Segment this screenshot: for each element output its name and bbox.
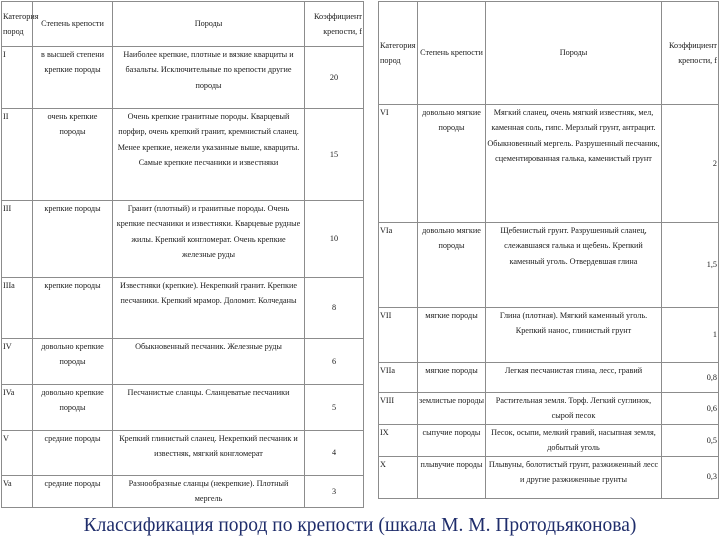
table-row — [379, 308, 719, 363]
coefficient-cell: 1,5 — [662, 223, 719, 308]
category-cell: IV — [2, 339, 33, 385]
rocks-cell: Известняки (крепкие). Некрепкий гранит. Крепкие песчаники. Крепкий мрамор. Доломит. Колчеданы — [113, 278, 305, 339]
header-category: Категория пород — [379, 2, 418, 105]
coefficient-cell: 10 — [305, 201, 364, 278]
coefficient-cell: 4 — [305, 431, 364, 476]
table-row — [2, 201, 364, 278]
rocks-cell: Песок, осыпи, мелкий гравий, насыпная земля, добытый уголь — [486, 424, 662, 456]
category-cell: VIII — [379, 393, 418, 425]
rocks-cell: Очень крепкие гранитные породы. Кварцевый порфир, очень крепкий гранит, кремнистый сланец. Менее крепкие, нежели указанные выше, кварциты. Самые крепкие песчаники и известняки — [113, 109, 305, 201]
category-cell: IVa — [2, 385, 33, 431]
coefficient-cell: 3 — [305, 476, 364, 508]
degree-cell: довольно крепкие породы — [33, 385, 113, 431]
category-cell: VII — [379, 308, 418, 363]
category-cell: Va — [2, 476, 33, 508]
rocks-cell: Мягкий сланец, очень мягкий известняк, мел, каменная соль, гипс. Мерзлый грунт, антрацит. Обыкновенный мергель. Разрушенный песчаник, сцементированная галька, каменистый грунт — [486, 105, 662, 223]
table-row — [2, 476, 364, 508]
coefficient-cell: 6 — [305, 339, 364, 385]
degree-cell: плывучие породы — [418, 456, 486, 498]
degree-cell: сыпучие породы — [418, 424, 486, 456]
degree-cell: землистые породы — [418, 393, 486, 425]
coefficient-cell: 0,6 — [662, 393, 719, 425]
header-rocks: Породы — [113, 2, 305, 47]
coefficient-cell: 0,5 — [662, 424, 719, 456]
rocks-cell: Щебенистый грунт. Разрушенный сланец, слежавшаяся галька и щебень. Крепкий каменный уголь. Отвердевшая глина — [486, 223, 662, 308]
category-cell: III — [2, 201, 33, 278]
category-cell: IX — [379, 424, 418, 456]
category-cell: VIa — [379, 223, 418, 308]
category-cell: VI — [379, 105, 418, 223]
degree-cell: мягкие породы — [418, 308, 486, 363]
table-row — [2, 339, 364, 385]
rocks-cell: Легкая песчанистая глина, лесс, гравий — [486, 363, 662, 393]
category-cell: I — [2, 47, 33, 109]
degree-cell: крепкие породы — [33, 201, 113, 278]
header-degree: Степень крепости — [418, 2, 486, 105]
degree-cell: средние породы — [33, 476, 113, 508]
coefficient-cell: 2 — [662, 105, 719, 223]
header-category: Категория пород — [2, 2, 33, 47]
coefficient-cell: 15 — [305, 109, 364, 201]
table-row — [379, 105, 719, 223]
coefficient-cell: 1 — [662, 308, 719, 363]
coefficient-cell: 20 — [305, 47, 364, 109]
category-cell: V — [2, 431, 33, 476]
degree-cell: средние породы — [33, 431, 113, 476]
header-rocks: Породы — [486, 2, 662, 105]
degree-cell: в высшей степени крепкие породы — [33, 47, 113, 109]
table-row — [379, 393, 719, 425]
table-row — [379, 363, 719, 393]
rocks-cell: Плывуны, болотистый грунт, разжиженный лесс и другие разжиженные грунты — [486, 456, 662, 498]
rocks-cell: Крепкий глинистый сланец. Некрепкий песчаник и известняк, мягкий конгломерат — [113, 431, 305, 476]
rocks-cell: Песчанистые сланцы. Сланцеватые песчаники — [113, 385, 305, 431]
table-row — [2, 431, 364, 476]
rocks-cell: Гранит (плотный) и гранитные породы. Очень крепкие песчаники и известняки. Кварцевые рудные жилы. Крепкий конгломерат. Очень крепкие железные руды — [113, 201, 305, 278]
rocks-cell: Наиболее крепкие, плотные и вязкие кварциты и базальты. Исключительные по крепости другие породы — [113, 47, 305, 109]
header-coefficient: Коэффициент крепости, f — [662, 2, 719, 105]
coefficient-cell: 5 — [305, 385, 364, 431]
category-cell: X — [379, 456, 418, 498]
table-row — [379, 223, 719, 308]
rocks-cell: Обыкновенный песчаник. Железные руды — [113, 339, 305, 385]
right-classification-table — [378, 1, 719, 499]
header-degree: Степень крепости — [33, 2, 113, 47]
rocks-cell: Разнообразные сланцы (некрепкие). Плотный мергель — [113, 476, 305, 508]
header-coefficient: Коэффициент крепости, f — [305, 2, 364, 47]
degree-cell: мягкие породы — [418, 363, 486, 393]
degree-cell: очень крепкие породы — [33, 109, 113, 201]
table-row — [2, 47, 364, 109]
degree-cell: довольно крепкие породы — [33, 339, 113, 385]
slide-caption: Классификация пород по крепости (шкала М. М. Протодьяконова) — [83, 515, 637, 536]
category-cell: II — [2, 109, 33, 201]
table-row — [379, 424, 719, 456]
table-header-row — [379, 2, 719, 105]
category-cell: IIIa — [2, 278, 33, 339]
left-classification-table — [1, 1, 364, 508]
table-header-row — [2, 2, 364, 47]
category-cell: VIIa — [379, 363, 418, 393]
coefficient-cell: 8 — [305, 278, 364, 339]
degree-cell: крепкие породы — [33, 278, 113, 339]
coefficient-cell: 0,8 — [662, 363, 719, 393]
rocks-cell: Растительная земля. Торф. Легкий суглинок, сырой песок — [486, 393, 662, 425]
table-row — [2, 109, 364, 201]
table-row — [2, 385, 364, 431]
table-row — [379, 456, 719, 498]
coefficient-cell: 0,3 — [662, 456, 719, 498]
rocks-cell: Глина (плотная). Мягкий каменный уголь. Крепкий нанос, глинистый грунт — [486, 308, 662, 363]
degree-cell: довольно мягкие породы — [418, 105, 486, 223]
degree-cell: довольно мягкие породы — [418, 223, 486, 308]
table-row — [2, 278, 364, 339]
